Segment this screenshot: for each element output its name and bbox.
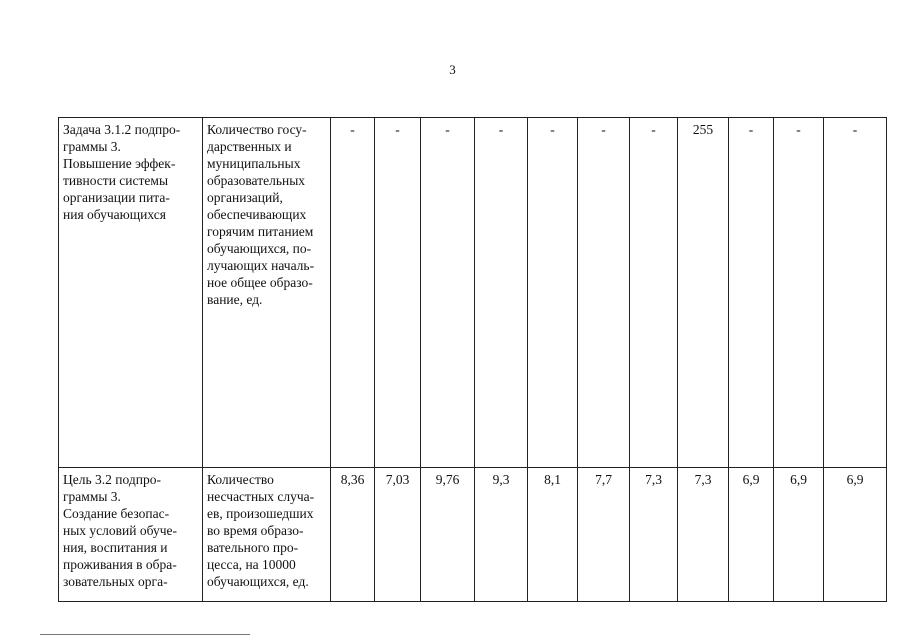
goal-cell	[59, 468, 203, 602]
value-cell: 9,3	[475, 468, 528, 602]
indicator-text-line: вание, ед.	[207, 292, 263, 307]
indicators-table	[58, 117, 887, 602]
indicator-text-line: лучающих началь-	[207, 258, 315, 273]
goal-text-line: ния, воспитания и	[63, 540, 168, 555]
value-cell: -	[630, 118, 678, 468]
indicator-text-line: организаций,	[207, 190, 283, 205]
value-cell: 9,76	[421, 468, 475, 602]
indicator-text-line: Количество госу-	[207, 122, 307, 137]
value-cell: 6,9	[824, 468, 887, 602]
goal-text-line: граммы 3.	[63, 489, 121, 504]
goal-cell	[59, 118, 203, 468]
indicator-text-line: горячим питанием	[207, 224, 314, 239]
goal-text-line: Повышение эффек-	[63, 156, 176, 171]
value-cell: 8,1	[528, 468, 578, 602]
indicator-text-line: дарственных и	[207, 139, 292, 154]
goal-text-line: ния обучающихся	[63, 207, 166, 222]
indicator-text-line: обучающихся, по-	[207, 241, 312, 256]
goal-text-line: тивности системы	[63, 173, 169, 188]
value-cell: -	[375, 118, 421, 468]
bottom-scan-line	[40, 634, 250, 635]
indicator-text-line: образовательных	[207, 173, 306, 188]
value-cell: 7,7	[578, 468, 630, 602]
indicator-text-line: Количество	[207, 472, 274, 487]
indicator-cell	[203, 468, 331, 602]
page-number: 3	[449, 62, 456, 77]
goal-text-line: зовательных орга-	[63, 574, 168, 589]
goal-text-line: организации пита-	[63, 190, 170, 205]
indicator-text-line: обучающихся, ед.	[207, 574, 309, 589]
value-cell: 7,3	[678, 468, 729, 602]
value-cell: -	[774, 118, 824, 468]
indicator-text-line: обеспечивающих	[207, 207, 307, 222]
goal-text-line: Задача 3.1.2 подпро-	[63, 122, 181, 137]
indicator-text-line: цесса, на 10000	[207, 557, 296, 572]
value-cell: 255	[678, 118, 729, 468]
goal-text-line: проживания в обра-	[63, 557, 177, 572]
indicator-text-line: вательного про-	[207, 540, 299, 555]
value-cell: 7,3	[630, 468, 678, 602]
indicator-text-line: муниципальных	[207, 156, 301, 171]
value-cell: -	[729, 118, 774, 468]
value-cell: 6,9	[774, 468, 824, 602]
goal-text-line: Создание безопас-	[63, 506, 170, 521]
indicator-cell	[203, 118, 331, 468]
value-cell: -	[421, 118, 475, 468]
value-cell: 8,36	[331, 468, 375, 602]
goal-text-line: граммы 3.	[63, 139, 121, 154]
indicator-text-line: ное общее образо-	[207, 275, 313, 290]
table-row	[59, 118, 887, 468]
value-cell: -	[331, 118, 375, 468]
value-cell: -	[824, 118, 887, 468]
table-row	[59, 468, 887, 602]
value-cell: 7,03	[375, 468, 421, 602]
indicator-text-line: во время образо-	[207, 523, 304, 538]
value-cell: -	[475, 118, 528, 468]
value-cell: 6,9	[729, 468, 774, 602]
indicator-text-line: несчастных случа-	[207, 489, 315, 504]
value-cell: -	[528, 118, 578, 468]
value-cell: -	[578, 118, 630, 468]
goal-text-line: ных условий обуче-	[63, 523, 177, 538]
indicator-text-line: ев, произошедших	[207, 506, 314, 521]
goal-text-line: Цель 3.2 подпро-	[63, 472, 161, 487]
